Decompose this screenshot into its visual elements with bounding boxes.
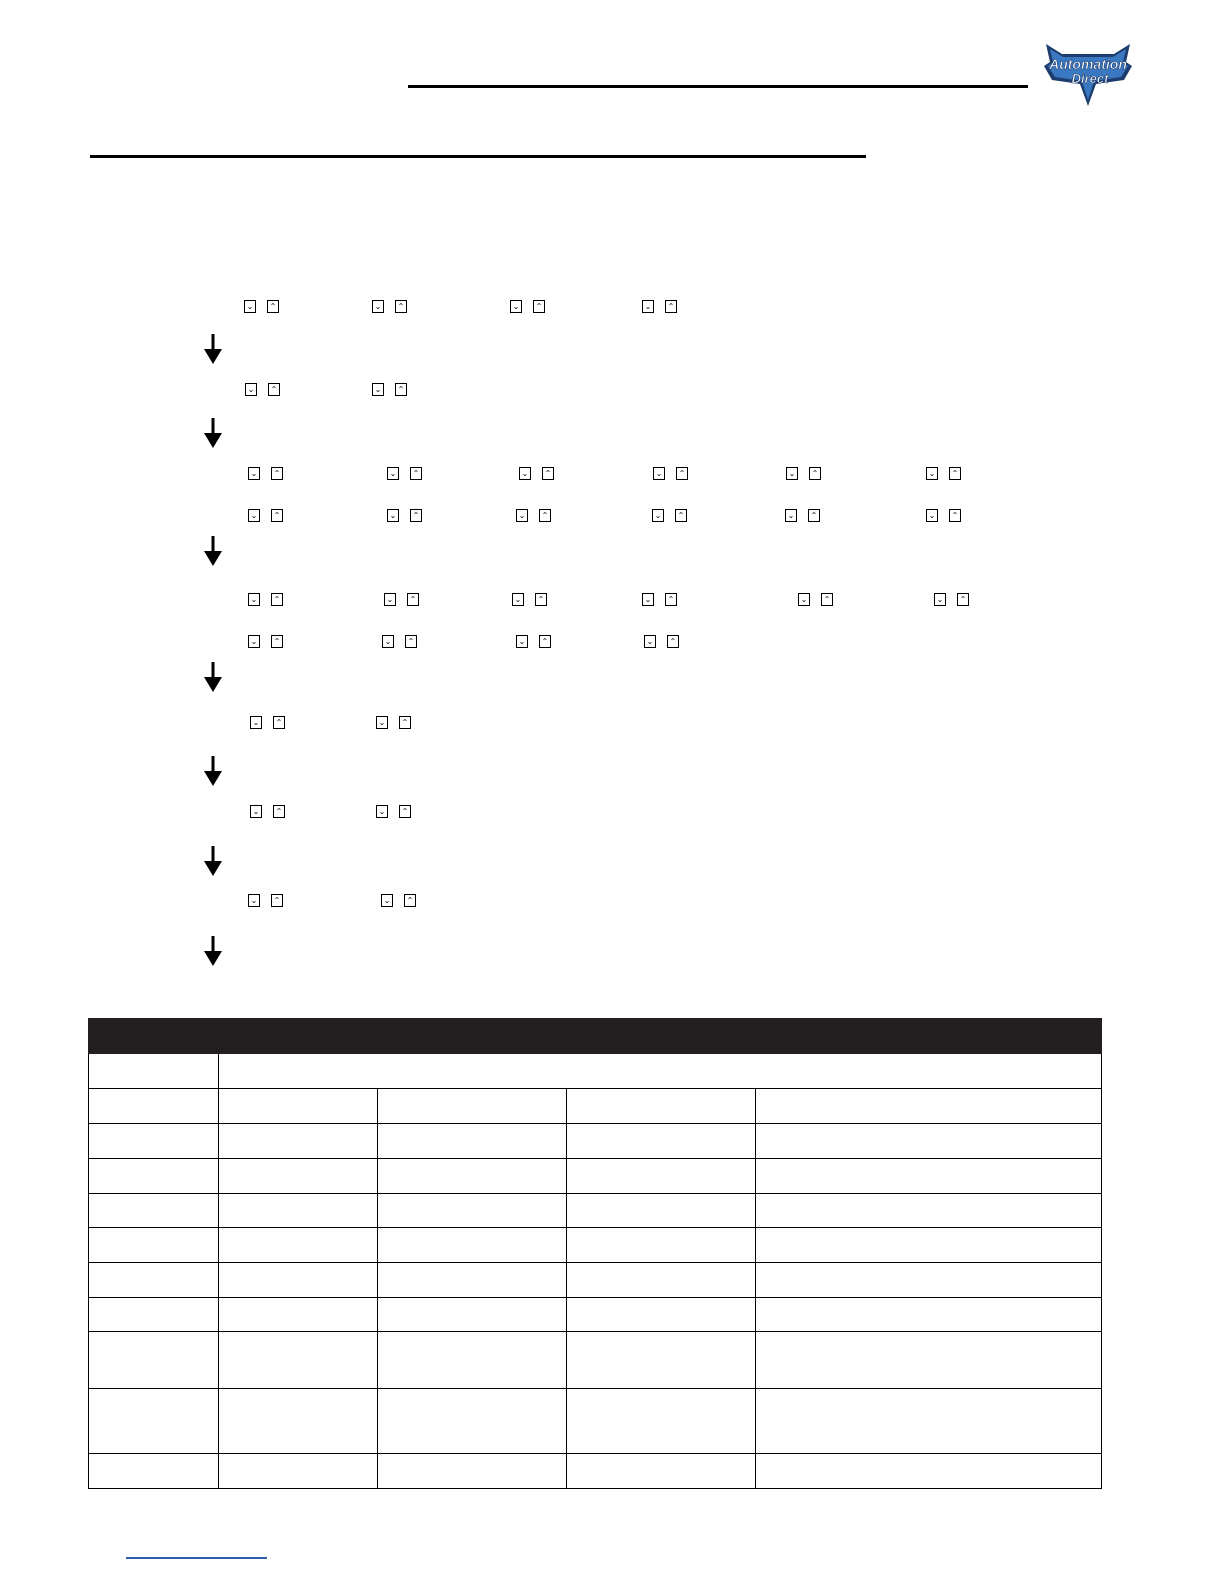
chevron-up-icon: ⌃ bbox=[949, 509, 961, 522]
table-header-bar bbox=[88, 1018, 1102, 1054]
table-row bbox=[89, 1453, 1101, 1488]
table-cell-divider bbox=[566, 1124, 567, 1158]
chevron-up-icon: ⌃ bbox=[533, 300, 545, 313]
chevron-up-icon: ⌃ bbox=[535, 593, 547, 606]
chevron-up-icon: ⌃ bbox=[404, 894, 416, 907]
arrow-down-icon bbox=[204, 334, 222, 364]
chevron-up-icon: ⌃ bbox=[271, 635, 283, 648]
chevron-down-icon: ⌄ bbox=[510, 300, 522, 313]
table-cell-divider bbox=[377, 1263, 378, 1297]
table-cell-divider bbox=[218, 1332, 219, 1388]
table-cell-divider bbox=[377, 1228, 378, 1262]
chevron-down-icon: ⌄ bbox=[245, 383, 257, 396]
table-cell-divider bbox=[218, 1454, 219, 1488]
table-row bbox=[89, 1088, 1101, 1123]
chevron-down-icon: ⌄ bbox=[372, 383, 384, 396]
chevron-up-icon: ⌃ bbox=[271, 593, 283, 606]
table-cell-divider bbox=[755, 1454, 756, 1488]
automation-direct-logo bbox=[1040, 40, 1136, 112]
chevron-down-icon: ⌄ bbox=[934, 593, 946, 606]
chevron-up-icon: ⌃ bbox=[821, 593, 833, 606]
table-cell-divider bbox=[377, 1089, 378, 1123]
table-row bbox=[89, 1158, 1101, 1193]
chevron-down-icon: ⌄ bbox=[516, 635, 528, 648]
chevron-up-icon: ⌃ bbox=[395, 383, 407, 396]
table-cell-divider bbox=[566, 1332, 567, 1388]
table-row bbox=[89, 1331, 1101, 1388]
chevron-up-icon: ⌃ bbox=[410, 509, 422, 522]
table-row bbox=[89, 1227, 1101, 1262]
table-cell-divider bbox=[218, 1389, 219, 1453]
table-cell-divider bbox=[755, 1194, 756, 1227]
table-cell-divider bbox=[377, 1124, 378, 1158]
chevron-up-icon: ⌃ bbox=[399, 805, 411, 818]
chevron-down-icon: ⌄ bbox=[248, 509, 260, 522]
chevron-down-icon: ⌄ bbox=[926, 509, 938, 522]
table-cell-divider bbox=[566, 1263, 567, 1297]
logo-text-line1: Automation bbox=[1049, 56, 1127, 72]
chevron-down-icon: ⌄ bbox=[376, 716, 388, 729]
table-cell-divider bbox=[377, 1332, 378, 1388]
arrow-down-icon bbox=[204, 418, 222, 448]
table-cell-divider bbox=[566, 1089, 567, 1123]
chevron-down-icon: ⌄ bbox=[250, 716, 262, 729]
table-cell-divider bbox=[218, 1089, 219, 1123]
chevron-down-icon: ⌄ bbox=[519, 467, 531, 480]
table-cell-divider bbox=[218, 1159, 219, 1193]
chevron-up-icon: ⌃ bbox=[665, 300, 677, 313]
chevron-up-icon: ⌃ bbox=[667, 635, 679, 648]
table-cell-divider bbox=[755, 1089, 756, 1123]
chevron-down-icon: ⌄ bbox=[644, 635, 656, 648]
chevron-up-icon: ⌃ bbox=[957, 593, 969, 606]
chevron-up-icon: ⌃ bbox=[808, 509, 820, 522]
chevron-up-icon: ⌃ bbox=[949, 467, 961, 480]
chevron-down-icon: ⌄ bbox=[250, 805, 262, 818]
table-row bbox=[89, 1297, 1101, 1331]
table-cell-divider bbox=[755, 1263, 756, 1297]
chevron-up-icon: ⌃ bbox=[675, 509, 687, 522]
table-cell-divider bbox=[566, 1228, 567, 1262]
chevron-down-icon: ⌄ bbox=[248, 593, 260, 606]
arrow-down-icon bbox=[204, 756, 222, 786]
chevron-down-icon: ⌄ bbox=[372, 300, 384, 313]
table-cell-divider bbox=[755, 1159, 756, 1193]
table-cell-divider bbox=[218, 1298, 219, 1331]
table-cell-divider bbox=[218, 1228, 219, 1262]
chevron-up-icon: ⌃ bbox=[410, 467, 422, 480]
chevron-up-icon: ⌃ bbox=[399, 716, 411, 729]
chevron-down-icon: ⌄ bbox=[786, 467, 798, 480]
chevron-down-icon: ⌄ bbox=[512, 593, 524, 606]
chevron-down-icon: ⌄ bbox=[244, 300, 256, 313]
table-row bbox=[89, 1123, 1101, 1158]
table-cell-divider bbox=[755, 1332, 756, 1388]
chevron-down-icon: ⌄ bbox=[248, 467, 260, 480]
table-row bbox=[89, 1262, 1101, 1297]
chevron-down-icon: ⌄ bbox=[926, 467, 938, 480]
chevron-up-icon: ⌃ bbox=[405, 635, 417, 648]
chevron-up-icon: ⌃ bbox=[268, 383, 280, 396]
arrow-down-icon bbox=[204, 536, 222, 566]
table-cell-divider bbox=[218, 1054, 219, 1088]
chevron-up-icon: ⌃ bbox=[676, 467, 688, 480]
chevron-down-icon: ⌄ bbox=[248, 894, 260, 907]
chevron-up-icon: ⌃ bbox=[809, 467, 821, 480]
table-cell-divider bbox=[218, 1194, 219, 1227]
chevron-down-icon: ⌄ bbox=[382, 635, 394, 648]
chevron-down-icon: ⌄ bbox=[387, 467, 399, 480]
chevron-down-icon: ⌄ bbox=[642, 593, 654, 606]
chevron-up-icon: ⌃ bbox=[395, 300, 407, 313]
table-row bbox=[89, 1388, 1101, 1453]
table-row bbox=[89, 1193, 1101, 1227]
chevron-up-icon: ⌃ bbox=[271, 467, 283, 480]
chevron-down-icon: ⌄ bbox=[376, 805, 388, 818]
footer-link[interactable] bbox=[126, 1557, 267, 1559]
table-cell-divider bbox=[377, 1298, 378, 1331]
chevron-down-icon: ⌄ bbox=[642, 300, 654, 313]
chevron-up-icon: ⌃ bbox=[665, 593, 677, 606]
table-cell-divider bbox=[377, 1454, 378, 1488]
arrow-down-icon bbox=[204, 662, 222, 692]
parameter-table bbox=[88, 1054, 1102, 1489]
chevron-down-icon: ⌄ bbox=[798, 593, 810, 606]
table-cell-divider bbox=[566, 1159, 567, 1193]
chevron-up-icon: ⌃ bbox=[267, 300, 279, 313]
table-cell-divider bbox=[566, 1298, 567, 1331]
table-cell-divider bbox=[755, 1298, 756, 1331]
chevron-up-icon: ⌃ bbox=[542, 467, 554, 480]
table-cell-divider bbox=[377, 1159, 378, 1193]
chevron-up-icon: ⌃ bbox=[273, 716, 285, 729]
logo-text-line2: Direct bbox=[1071, 71, 1109, 86]
table-cell-divider bbox=[218, 1263, 219, 1297]
table-cell-divider bbox=[218, 1124, 219, 1158]
chevron-up-icon: ⌃ bbox=[271, 509, 283, 522]
header-rule bbox=[408, 85, 1028, 88]
arrow-down-icon bbox=[204, 936, 222, 966]
chevron-up-icon: ⌃ bbox=[271, 894, 283, 907]
table-cell-divider bbox=[377, 1389, 378, 1453]
table-cell-divider bbox=[566, 1454, 567, 1488]
table-cell-divider bbox=[566, 1389, 567, 1453]
section-title-rule bbox=[90, 155, 866, 158]
table-cell-divider bbox=[755, 1228, 756, 1262]
chevron-down-icon: ⌄ bbox=[652, 509, 664, 522]
chevron-down-icon: ⌄ bbox=[785, 509, 797, 522]
table-cell-divider bbox=[566, 1194, 567, 1227]
chevron-up-icon: ⌃ bbox=[407, 593, 419, 606]
chevron-up-icon: ⌃ bbox=[539, 635, 551, 648]
table-row bbox=[89, 1054, 1101, 1088]
chevron-down-icon: ⌄ bbox=[248, 635, 260, 648]
chevron-down-icon: ⌄ bbox=[384, 593, 396, 606]
chevron-up-icon: ⌃ bbox=[539, 509, 551, 522]
chevron-down-icon: ⌄ bbox=[387, 509, 399, 522]
chevron-up-icon: ⌃ bbox=[273, 805, 285, 818]
table-cell-divider bbox=[755, 1124, 756, 1158]
chevron-down-icon: ⌄ bbox=[516, 509, 528, 522]
arrow-down-icon bbox=[204, 846, 222, 876]
chevron-down-icon: ⌄ bbox=[381, 894, 393, 907]
table-cell-divider bbox=[377, 1194, 378, 1227]
chevron-down-icon: ⌄ bbox=[653, 467, 665, 480]
table-cell-divider bbox=[755, 1389, 756, 1453]
